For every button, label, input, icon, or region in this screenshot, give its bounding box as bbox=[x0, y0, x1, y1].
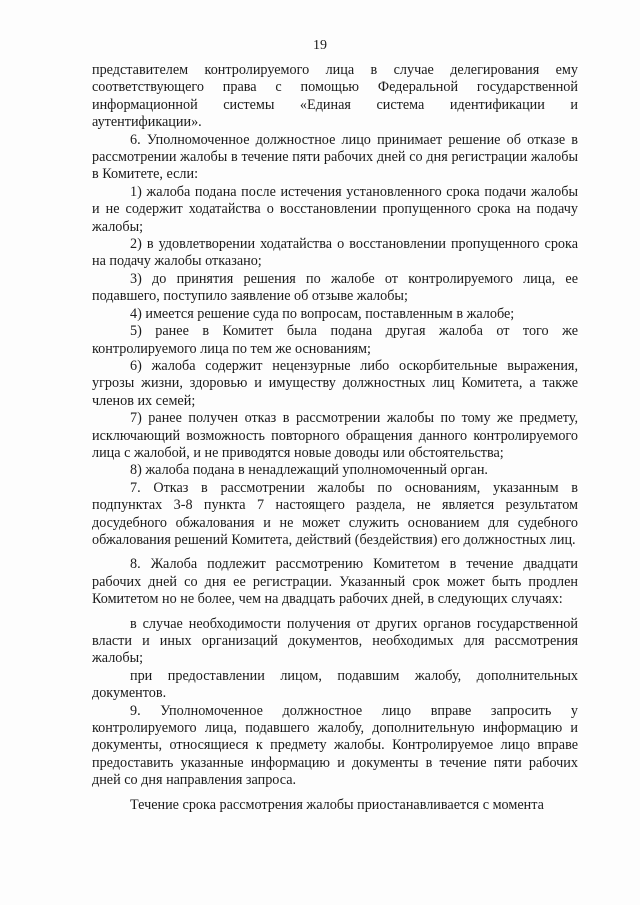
subparagraph-3: 3) до принятия решения по жалобе от контролируемого лица, ее подавшего, поступило заявление об отзыве жалобы; bbox=[92, 270, 578, 305]
page-number: 19 bbox=[313, 38, 327, 53]
paragraph-suspension: Течение срока рассмотрения жалобы приостанавливается с момента bbox=[130, 796, 544, 813]
subparagraph-2: 2) в удовлетворении ходатайства о восстановлении пропущенного срока на подачу жалобы отказано; bbox=[92, 236, 578, 270]
paragraph-item-6: 6. Уполномоченное должностное лицо принимает решение об отказе в рассмотрении жалобы в течение пяти рабочих дней со дня регистрации жалобы в Комитете, если: bbox=[92, 131, 578, 183]
paragraph-case-2: при предоставлении лицом, подавшим жалобу, дополнительных документов. bbox=[92, 667, 578, 702]
subparagraph-6: 6) жалоба содержит нецензурные либо оскорбительные выражения, угрозы жизни, здоровью и имуществу должностных лиц Комитета, а также членов их семей; bbox=[92, 357, 578, 409]
subparagraph-8: 8) жалоба подана в ненадлежащий уполномоченный орган. bbox=[130, 462, 488, 479]
paragraph-item-8: 8. Жалоба подлежит рассмотрению Комитетом в течение двадцати рабочих дней со дня ее регистрации. Указанный срок может быть продлен Комитетом но не более, чем на двадцать рабочих дней, в следующих случаях: bbox=[92, 556, 578, 608]
subparagraph-7: 7) ранее получен отказ в рассмотрении жалобы по тому же предмету, исключающий возможность повторного обращения данного контролируемого лица с жалобой, и не приводятся новые доводы или обстоятельства; bbox=[92, 410, 578, 461]
paragraph-case-1: в случае необходимости получения от других органов государственной власти и иных организаций документов, необходимых для рассмотрения жалобы; bbox=[92, 615, 578, 667]
paragraph-item-7: 7. Отказ в рассмотрении жалобы по основаниям, указанным в подпунктах 3-8 пункта 7 настоящего раздела, не является результатом досудебного обжалования и не может служить основанием для судебного обжалования решений Комитета, действий (бездействия) его должностных лиц. bbox=[92, 479, 578, 548]
document-body bbox=[92, 62, 578, 814]
paragraph-continuation: представителем контролируемого лица в случае делегирования ему соответствующего права с помощью Федеральной государственной информационной системы «Единая система идентификации и аутентификации». bbox=[92, 62, 578, 131]
paragraph-item-9: 9. Уполномоченное должностное лицо вправе запросить у контролируемого лица, подавшего жалобу, дополнительную информацию и документы, относящиеся к предмету жалобы. Контролируемое лицо вправе предоставить указанные информацию и документы в течение пяти рабочих дней со дня направления запроса. bbox=[92, 702, 578, 789]
subparagraph-5: 5) ранее в Комитет была подана другая жалоба от того же контролируемого лица по тем же основаниям; bbox=[92, 323, 578, 357]
subparagraph-1: 1) жалоба подана после истечения установленного срока подачи жалобы и не содержит ходатайства о восстановлении пропущенного срока на подачу жалобы; bbox=[92, 183, 578, 235]
subparagraph-4: 4) имеется решение суда по вопросам, поставленным в жалобе; bbox=[130, 305, 515, 322]
